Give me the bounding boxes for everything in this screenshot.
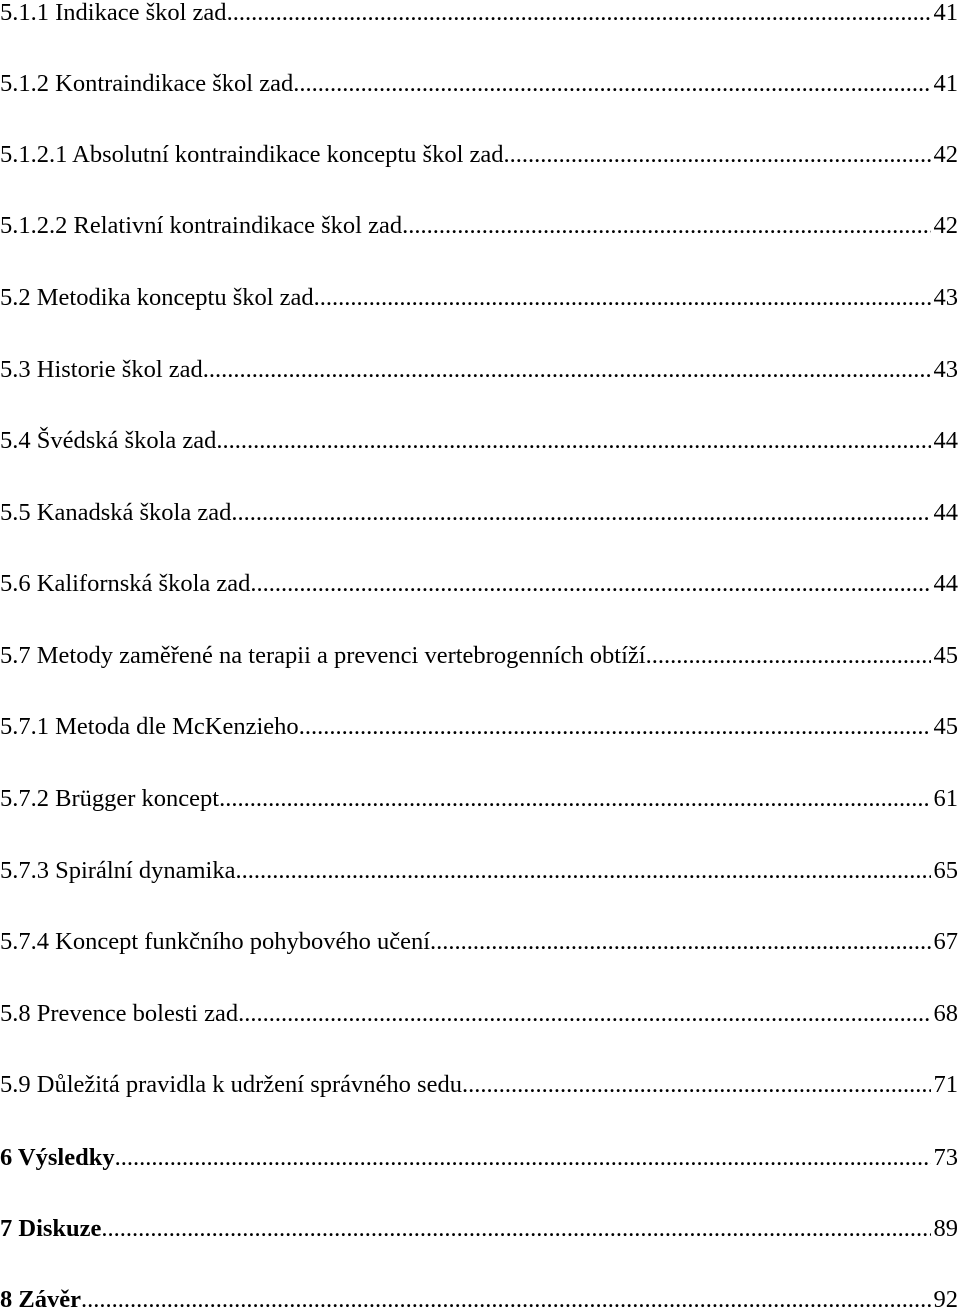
toc-entry[interactable]	[0, 0, 958, 29]
toc-leader-dots	[231, 497, 930, 529]
toc-leader-dots	[238, 998, 930, 1030]
toc-leader-dots	[115, 1142, 931, 1174]
toc-leader-dots	[646, 640, 931, 672]
toc-entry-title: 6 Výsledky	[0, 1144, 115, 1171]
toc-entry[interactable]	[0, 139, 958, 171]
toc-leader-dots	[235, 855, 930, 887]
toc-entry-title: 5.4 Švédská škola zad	[0, 427, 217, 454]
toc-entry[interactable]	[0, 282, 958, 314]
toc-entry-page: 89	[933, 1215, 958, 1242]
toc-leader-dots	[462, 1069, 931, 1101]
toc-entry-title: 5.5 Kanadská škola zad	[0, 499, 232, 526]
toc-entry-title: 5.1.1 Indikace škol zad	[0, 0, 227, 26]
toc-leader-dots	[299, 711, 931, 743]
toc-entry-title: 7 Diskuze	[0, 1215, 102, 1242]
toc-entry-page: 43	[933, 356, 958, 383]
toc-entry[interactable]	[0, 711, 958, 743]
toc-entry-title: 5.9 Důležitá pravidla k udržení správného sedu	[0, 1071, 462, 1098]
toc-entry-chapter[interactable]	[0, 1142, 958, 1174]
toc-entry-page: 71	[933, 1071, 958, 1098]
toc-entry-title: 5.7 Metody zaměřené na terapii a prevenci vertebrogenních obtíží	[0, 642, 646, 669]
toc-entry[interactable]	[0, 855, 958, 887]
toc-entry-page: 44	[933, 570, 958, 597]
toc-entry-page: 42	[933, 212, 958, 239]
toc-entry-title: 5.1.2 Kontraindikace škol zad	[0, 70, 294, 97]
toc-entry[interactable]	[0, 354, 958, 386]
toc-leader-dots	[504, 139, 931, 171]
toc-entry-page: 44	[933, 427, 958, 454]
toc-entry[interactable]	[0, 68, 958, 100]
toc-entry[interactable]	[0, 425, 958, 457]
toc-entry[interactable]	[0, 998, 958, 1030]
toc-entry-page: 45	[933, 713, 958, 740]
toc-entry-title: 5.1.2.1 Absolutní kontraindikace konceptu škol zad	[0, 141, 504, 168]
toc-leader-dots	[402, 210, 930, 242]
toc-entry-page: 61	[933, 785, 958, 812]
toc-leader-dots	[250, 568, 930, 600]
toc-entry-page: 41	[933, 0, 958, 26]
toc-leader-dots	[219, 783, 930, 815]
toc-entry-chapter[interactable]	[0, 1284, 958, 1316]
toc-entry-page: 92	[933, 1286, 958, 1313]
toc-entry-title: 5.3 Historie škol zad	[0, 356, 203, 383]
toc-entry[interactable]	[0, 783, 958, 815]
toc-entry-page: 65	[933, 857, 958, 884]
toc-leader-dots	[203, 354, 931, 386]
toc-entry-title: 5.2 Metodika konceptu škol zad	[0, 284, 314, 311]
toc-entry-chapter[interactable]	[0, 1213, 958, 1245]
toc-leader-dots	[101, 1213, 930, 1245]
toc-entry-page: 45	[933, 642, 958, 669]
toc-entry[interactable]	[0, 640, 958, 672]
toc-entry[interactable]	[0, 210, 958, 242]
toc-leader-dots	[81, 1284, 931, 1316]
toc-entry-page: 41	[933, 70, 958, 97]
toc-entry-page: 44	[933, 499, 958, 526]
toc-leader-dots	[293, 68, 930, 100]
toc-entry-page: 68	[933, 1000, 958, 1027]
toc-leader-dots	[430, 926, 930, 958]
toc-entry-page: 42	[933, 141, 958, 168]
toc-entry[interactable]	[0, 497, 958, 529]
toc-leader-dots	[314, 282, 931, 314]
toc-entry-title: 5.7.2 Brügger koncept	[0, 785, 220, 812]
toc-entry-title: 5.6 Kalifornská škola zad	[0, 570, 251, 597]
toc-entry[interactable]	[0, 568, 958, 600]
toc-entry-page: 43	[933, 284, 958, 311]
toc-entry-page: 67	[933, 928, 958, 955]
toc-entry-title: 5.7.4 Koncept funkčního pohybového učení	[0, 928, 431, 955]
toc-entry-page: 73	[933, 1144, 958, 1171]
toc-entry[interactable]	[0, 926, 958, 958]
toc-entry-title: 5.8 Prevence bolesti zad	[0, 1000, 239, 1027]
toc-entry-title: 5.7.1 Metoda dle McKenzieho	[0, 713, 299, 740]
toc-entry-title: 8 Závěr	[0, 1286, 81, 1313]
toc-leader-dots	[227, 0, 931, 29]
toc-entry-title: 5.7.3 Spirální dynamika	[0, 857, 236, 884]
toc-entry-title: 5.1.2.2 Relativní kontraindikace škol zad	[0, 212, 403, 239]
toc-entry[interactable]	[0, 1069, 958, 1101]
toc-leader-dots	[216, 425, 930, 457]
